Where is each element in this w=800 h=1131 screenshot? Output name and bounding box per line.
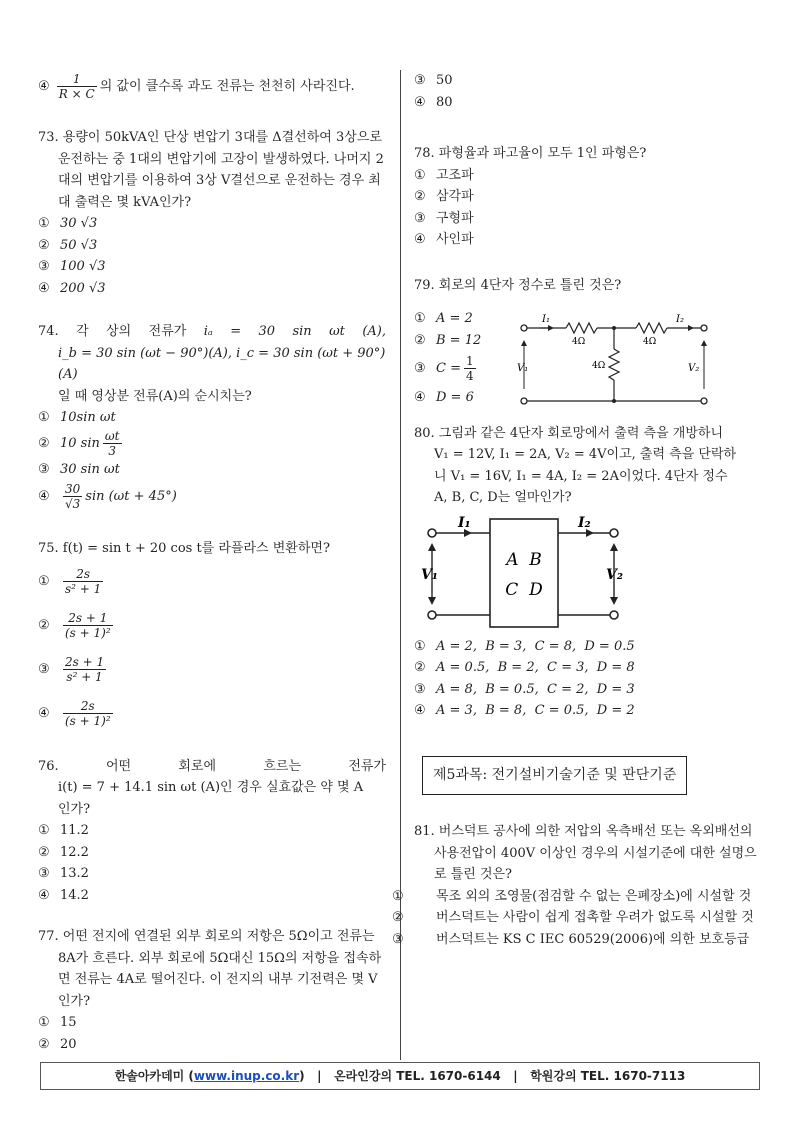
option-number: ④ (414, 232, 426, 247)
option-text: 10 sin (60, 435, 100, 451)
q77-option-3[interactable] (414, 70, 766, 92)
q81-option-3[interactable] (392, 929, 766, 951)
fraction (63, 699, 113, 728)
option-text: A = 0.5, B = 2, C = 3, D = 8 (436, 660, 635, 675)
option-text: 사인파 (436, 232, 474, 247)
word: 흐르는 (263, 758, 302, 774)
option-number: ① (38, 216, 50, 231)
option-number: ③ (414, 210, 426, 226)
question-stem-line4: A, B, C, D는 얼마인가? (434, 490, 572, 505)
question-80 (414, 423, 766, 722)
option-number: ③ (414, 681, 426, 697)
option-text: A = 2, B = 3, C = 8, D = 0.5 (436, 638, 635, 654)
option-number: ① (38, 410, 50, 425)
option-number: ① (414, 311, 426, 326)
q78-option-1[interactable] (414, 165, 766, 187)
option-text: A = 3, B = 8, C = 0.5, D = 2 (436, 703, 635, 718)
fraction (63, 482, 82, 511)
r2-label: 4Ω (643, 336, 657, 347)
footer-academy-name: 한솔아카데미 ( (114, 1069, 194, 1083)
option-number: ③ (392, 931, 404, 947)
option-number: ④ (38, 489, 50, 504)
option-number: ④ (38, 79, 50, 94)
option-text: 버스덕트는 사람이 쉽게 접촉할 우려가 없도록 시설할 것 (436, 910, 754, 925)
v2-label: V₂ (688, 362, 700, 374)
option-text: 200 √3 (60, 280, 106, 296)
question-79 (414, 275, 766, 409)
option-number: ② (38, 435, 50, 451)
question-76 (38, 756, 386, 907)
option-number: ④ (38, 280, 50, 296)
q73-option-3[interactable] (38, 256, 386, 278)
question-stem: 77. 어떤 전지에 연결된 외부 회로의 저항은 5Ω이고 전류는 8A가 흐른다. 외부 회로에 5Ω대신 15Ω의 저항을 접속하면 전류는 4A로 떨어진다. 이 전지의 내부 기전력은 몇 V인가? (38, 929, 382, 1009)
q77-option-2[interactable] (38, 1034, 386, 1056)
q75-option-3[interactable] (38, 648, 386, 692)
q74-option-1[interactable] (38, 407, 386, 429)
page-footer (40, 1062, 760, 1090)
left-column (38, 70, 386, 1055)
question-stem: 81. 버스덕트 공사에 의한 저압의 옥측배선 또는 옥외배선의 사용전압이 400V 이상인 경우의 시설기준에 대한 설명으로 틀린 것은? (414, 824, 757, 882)
frac-bottom: √3 (65, 497, 81, 511)
q80-option-4[interactable] (414, 700, 766, 722)
frac-bottom: (s + 1)² (65, 713, 111, 728)
option-text: 100 √3 (60, 259, 106, 274)
fraction (57, 72, 97, 101)
frac-top: 1 (57, 72, 97, 87)
frac-top: 1 (465, 354, 474, 368)
word: 회로에 (178, 758, 217, 774)
word: 상의 (106, 324, 132, 339)
option-number: ① (414, 167, 426, 183)
option-number: ② (38, 844, 50, 860)
q78-option-4[interactable] (414, 229, 766, 251)
q73-option-1[interactable] (38, 213, 386, 235)
option-text: 14.2 (60, 887, 89, 903)
option-number: ② (414, 332, 426, 348)
question-stem-line1 (38, 321, 386, 343)
frac-bottom: R × C (58, 87, 95, 101)
question-75 (38, 538, 386, 736)
q73-option-4[interactable] (38, 278, 386, 300)
q80-option-3[interactable] (414, 679, 766, 701)
option-number: ① (414, 638, 426, 654)
q74-option-3[interactable] (38, 459, 386, 481)
question-stem-line3: 니 V₁ = 16V, I₁ = 4A, I₂ = 2A이었다. 4단자 정수 (434, 468, 728, 484)
footer-website-link[interactable]: www.inup.co.kr (193, 1069, 300, 1083)
fraction (63, 655, 106, 684)
question-stem-line1: 80. 그림과 같은 4단자 회로망에서 출력 측을 개방하니 (414, 425, 724, 441)
q77-option-4[interactable] (414, 92, 766, 114)
word: 전류가 (148, 324, 187, 339)
q78-option-2[interactable] (414, 186, 766, 208)
fraction (464, 354, 476, 383)
option-text: 13.2 (60, 866, 89, 881)
q77-option-1[interactable] (38, 1012, 386, 1034)
question-stem: 73. 용량이 50kVA인 단상 변압기 3대를 Δ결선하여 3상으로 운전하는 중 1대의 변압기에 고장이 발생하였다. 나머지 2대의 변압기를 이용하여 3상 V결선으로 운전하는 경우 최대 출력은 몇 kVA인가? (38, 130, 384, 210)
frac-top: 2s + 1 (65, 654, 105, 669)
question-stem-line2: i_b = 30 sin (ωt − 90°)(A), i_c = 30 sin (ωt + 90°)(A) (58, 345, 386, 382)
question-stem: 79. 회로의 4단자 정수로 틀린 것은? (414, 277, 622, 293)
q76-option-4[interactable] (38, 885, 386, 907)
option-number: ④ (414, 703, 426, 718)
frac-top: 2s + 1 (63, 611, 113, 626)
option-text: D = 6 (436, 390, 474, 405)
frac-bottom: s² + 1 (66, 669, 103, 684)
option-text: 의 값이 클수록 과도 전류는 천천히 사라진다. (99, 79, 355, 94)
question-stem-line3: 인가? (58, 801, 91, 817)
question-stem-line3: 일 때 영상분 전류(A)의 순시치는? (58, 388, 252, 404)
option-number: ③ (38, 661, 50, 677)
option-text: 30 √3 (60, 216, 98, 231)
option-number: ③ (38, 866, 50, 881)
option-number: ③ (414, 73, 426, 88)
option-number: ① (38, 1015, 50, 1030)
option-number: ② (414, 189, 426, 204)
q75-option-4[interactable] (38, 692, 386, 736)
option-text: 50 √3 (60, 237, 98, 253)
section-title: 제5과목: 전기설비기술기준 및 판단기준 (433, 766, 677, 783)
question-stem: 78. 파형율과 파고율이 모두 1인 파형은? (414, 146, 647, 161)
option-number: ② (38, 617, 50, 633)
option-text: A = 8, B = 0.5, C = 2, D = 3 (436, 681, 635, 697)
q74-option-4[interactable] (38, 480, 386, 514)
option-number: ③ (414, 361, 426, 376)
option-text: B = 12 (436, 332, 482, 348)
v2-label: V₂ (606, 566, 623, 583)
option-text: C = (436, 361, 461, 376)
frac-top: 2s (63, 567, 103, 582)
word: 각 (76, 324, 89, 339)
option-number: ④ (38, 887, 50, 903)
right-column (392, 70, 766, 950)
fraction (103, 429, 122, 458)
frac-bottom: (s + 1)² (65, 625, 111, 640)
option-text: 30 sin ωt (60, 461, 120, 477)
word: 전류가 (348, 758, 386, 774)
question-81 (392, 821, 766, 950)
q76-option-3[interactable] (38, 863, 386, 885)
option-number: ② (414, 660, 426, 675)
q80-two-port-diagram (418, 515, 628, 630)
fraction (63, 567, 103, 596)
q79-circuit-diagram (514, 311, 714, 411)
option-text: 고조파 (436, 167, 474, 183)
frac-bottom: 4 (465, 369, 474, 383)
word: 74. (38, 324, 59, 339)
question-stem: 75. f(t) = sin t + 20 cos t를 라플라스 변환하면? (38, 541, 330, 556)
cd-label: C D (505, 579, 543, 600)
option-text: 버스덕트는 KS C IEC 60529(2006)에 의한 보호등급 (436, 931, 750, 947)
option-text: sin (ωt + 45°) (85, 489, 177, 504)
option-number: ① (38, 823, 50, 838)
q75-option-2[interactable] (38, 604, 386, 648)
option-text: 15 (60, 1015, 77, 1030)
option-text: 20 (60, 1036, 77, 1052)
option-text: 50 (436, 73, 453, 88)
option-number: ③ (38, 259, 50, 274)
option-text: 구형파 (436, 210, 474, 226)
q80-option-1[interactable] (414, 636, 766, 658)
option-number: ② (392, 910, 404, 925)
question-77 (38, 926, 386, 1055)
question-78 (414, 143, 766, 251)
frac-top: ωt (104, 428, 120, 443)
r3-label: 4Ω (592, 360, 606, 371)
i2-label: I₂ (676, 313, 684, 325)
question-74 (38, 321, 386, 514)
option-number: ④ (414, 94, 426, 110)
option-text: A = 2 (436, 311, 473, 326)
q72-option-4[interactable] (38, 72, 386, 101)
formula: iₐ = 30 sin ωt (A), (203, 324, 386, 339)
q75-option-1[interactable] (38, 560, 386, 604)
i1-label: I₁ (458, 514, 471, 531)
option-number: ④ (414, 390, 426, 405)
word: 어떤 (105, 758, 132, 774)
frac-top: 2s (63, 699, 113, 714)
q76-option-2[interactable] (38, 842, 386, 864)
question-stem-line2: V₁ = 12V, I₁ = 2A, V₂ = 4V이고, 출력 측을 단락하 (434, 447, 737, 462)
option-text: 10sin ωt (60, 410, 116, 425)
option-text: 삼각파 (436, 189, 474, 204)
option-text: 목조 외의 조영물(점검할 수 없는 은폐장소)에 시설할 것 (436, 888, 752, 904)
option-number: ④ (38, 705, 50, 721)
option-text: 11.2 (60, 823, 89, 838)
option-text: 80 (436, 94, 453, 110)
fraction (63, 611, 113, 640)
frac-top: 30 (65, 482, 81, 496)
q80-option-2[interactable] (414, 657, 766, 679)
q76-option-1[interactable] (38, 820, 386, 842)
section-title-box (422, 756, 687, 796)
q81-option-2[interactable] (392, 907, 766, 929)
footer-contact: ) | 온라인강의 TEL. 1670-6144 | 학원강의 TEL. 1670-7113 (299, 1069, 686, 1083)
option-number: ② (38, 1036, 50, 1052)
q74-option-2[interactable] (38, 429, 386, 459)
option-text: 12.2 (60, 844, 89, 860)
i1-label: I₁ (542, 313, 550, 325)
question-73 (38, 127, 386, 299)
q81-option-1[interactable] (392, 886, 766, 908)
q78-option-3[interactable] (414, 208, 766, 230)
r1-label: 4Ω (572, 336, 586, 347)
ab-label: A B (506, 549, 542, 570)
option-number: ③ (38, 461, 50, 477)
option-number: ① (392, 888, 404, 904)
v1-label: V₁ (517, 362, 529, 374)
question-stem-line2: i(t) = 7 + 14.1 sin ωt (A)인 경우 실효값은 약 몇 A (58, 780, 364, 795)
frac-bottom: s² + 1 (65, 581, 102, 596)
option-number: ② (38, 237, 50, 253)
q73-option-2[interactable] (38, 235, 386, 257)
frac-bottom: 3 (108, 443, 117, 458)
option-number: ① (38, 573, 50, 589)
word: 76. (38, 758, 59, 774)
question-stem-line1 (38, 756, 386, 778)
i2-label: I₂ (578, 514, 591, 531)
v1-label: V₁ (421, 566, 438, 583)
